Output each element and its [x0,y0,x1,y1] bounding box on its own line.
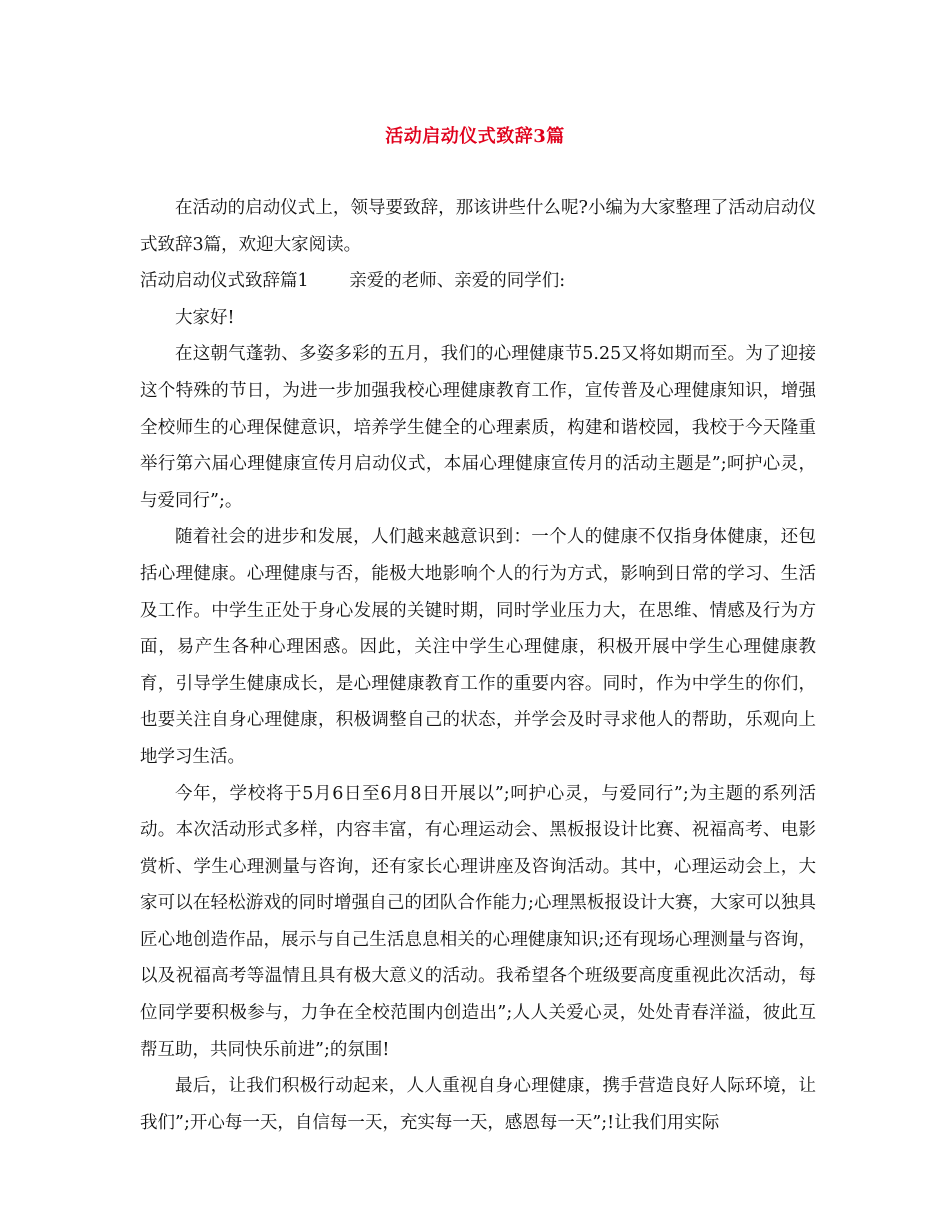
body-paragraph-3: 今年，学校将于5月6日至6月8日开展以”;呵护心灵，与爱同行”;为主题的系列活动。本次活动形式多样，内容丰富，有心理运动会、黑板报设计比赛、祝福高考、电影赏析、学生心理测量与咨询，还有家长心理讲座及咨询活动。其中，心理运动会上，大家可以在轻松游戏的同时增强自己的团队合作能力;心理黑板报设计大赛，大家可以独具匠心地创造作品，展示与自己生活息息相关的心理健康知识;还有现场心理测量与咨询，以及祝福高考等温情且具有极大意义的活动。我希望各个班级要高度重视此次活动，每位同学要积极参与，力争在全校范围内创造出”;人人关爱心灵，处处青春洋溢，彼此互帮互助，共同快乐前进”;的氛围! [140,783,816,1060]
document-title: 活动启动仪式致辞3篇 [385,126,565,147]
greeting-paragraph: 大家好! [175,307,235,328]
body-paragraph-4: 最后，让我们积极行动起来，人人重视自身心理健康，携手营造良好人际环境，让我们”;开心每一天，自信每一天，充实每一天，感恩每一天”;!让我们用实际 [140,1076,816,1133]
body-paragraph-1: 在这朝气蓬勃、多姿多彩的五月，我们的心理健康节5.25又将如期而至。为了迎接这个特殊的节日，为进一步加强我校心理健康教育工作，宣传普及心理健康知识，增强全校师生的心理保健意识，培养学生健全的心理素质，构建和谐校园，我校于今天隆重举行第六届心理健康宣传月启动仪式，本届心理健康宣传月的活动主题是”;呵护心灵，与爱同行”;。 [140,344,816,511]
section-heading: 活动启动仪式致辞篇1 亲爱的老师、亲爱的同学们: [140,271,566,292]
intro-paragraph: 在活动的启动仪式上，领导要致辞，那该讲些什么呢?小编为大家整理了活动启动仪式致辞3篇，欢迎大家阅读。 [140,198,816,255]
document-body [140,190,816,1141]
body-paragraph-2: 随着社会的进步和发展，人们越来越意识到：一个人的健康不仅指身体健康，还包括心理健康。心理健康与否，能极大地影响个人的行为方式，影响到日常的学习、生活及工作。中学生正处于身心发展的关键时期，同时学业压力大，在思维、情感及行为方面，易产生各种心理困惑。因此，关注中学生心理健康，积极开展中学生心理健康教育，引导学生健康成长，是心理健康教育工作的重要内容。同时，作为中学生的你们，也要关注自身心理健康，积极调整自己的状态，并学会及时寻求他人的帮助，乐观向上地学习生活。 [140,527,816,767]
